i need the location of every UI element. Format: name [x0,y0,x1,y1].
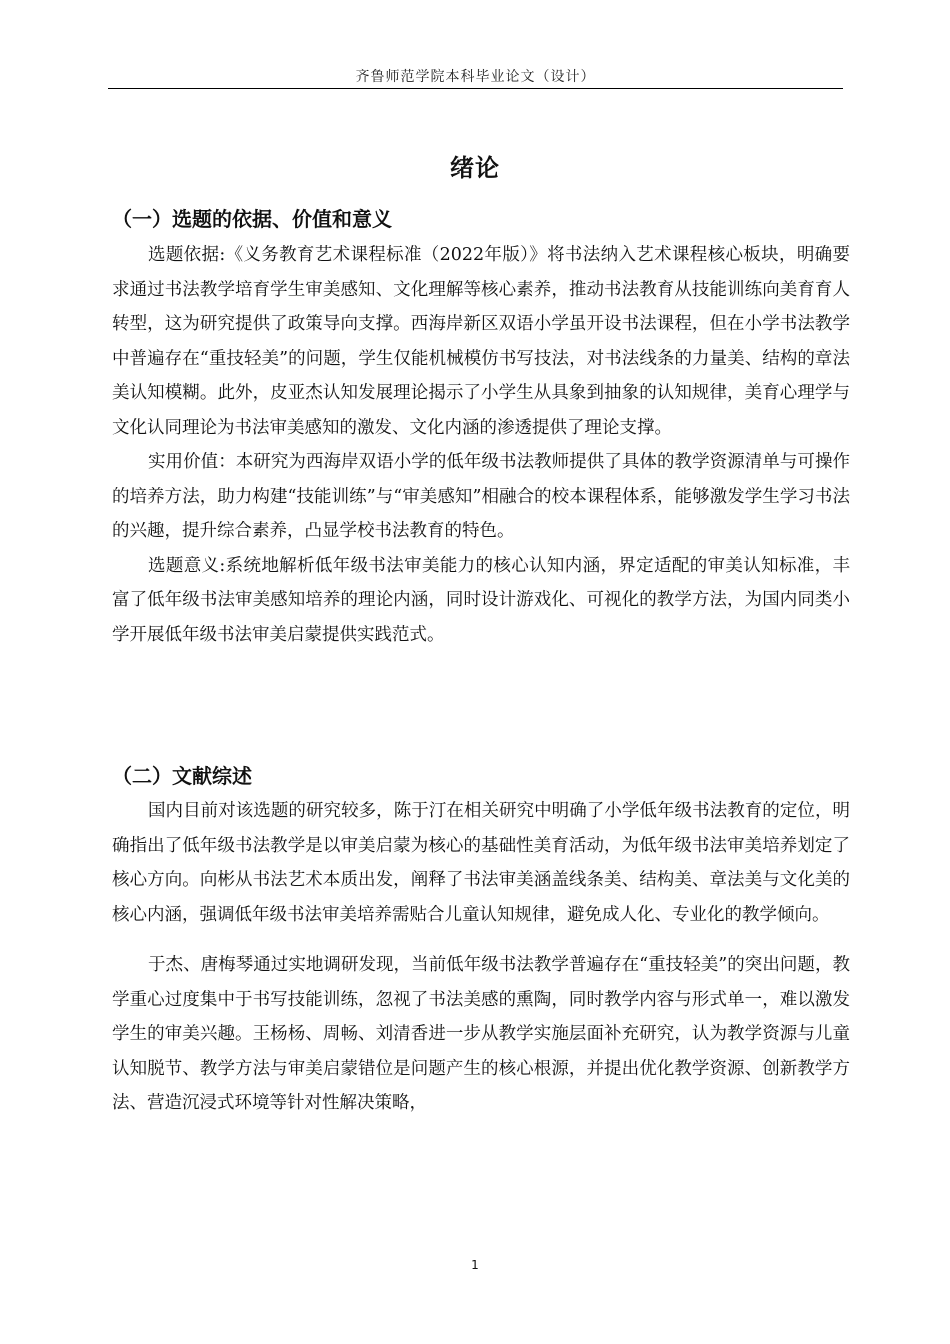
section-heading-1: （一）选题的依据、价值和意义 [112,207,392,231]
page-number: 1 [471,1258,479,1272]
paragraph-review-1: 国内目前对该选题的研究较多，陈于汀在相关研究中明确了小学低年级书法教育的定位，明确指出了低年级书法教学是以审美启蒙为核心的基础性美育活动，为低年级书法审美培养划定了核心方向。向彬从书法艺术本质出发，阐释了书法审美涵盖线条美、结构美、章法美与文化美的核心内涵，强调低年级书法审美培养需贴合儿童认知规律，避免成人化、专业化的教学倾向。 [112,801,850,925]
paragraph-practical-value: 实用价值：本研究为西海岸双语小学的低年级书法教师提供了具体的教学资源清单与可操作的培养方法，助力构建“技能训练”与“审美感知”相融合的校本课程体系，能够激发学生学习书法的兴趣，提升综合素养，凸显学校书法教育的特色。 [112,452,850,541]
section-heading-2: （二）文献综述 [112,764,252,788]
section-1-body [112,238,850,652]
paragraph-significance: 选题意义:系统地解析低年级书法审美能力的核心认知内涵，界定适配的审美认知标准，丰富了低年级书法审美感知培养的理论内涵，同时设计游戏化、可视化的教学方法，为国内同类小学开展低年级书法审美启蒙提供实践范式。 [112,555,850,645]
page-title: 绪论 [450,154,500,182]
paragraph-basis: 选题依据:《义务教育艺术课程标准（2022年版）》将书法纳入艺术课程核心板块，明确要求通过书法教学培育学生审美感知、文化理解等核心素养，推动书法教育从技能训练向美育育人转型，这为研究提供了政策导向支撑。西海岸新区双语小学虽开设书法课程，但在小学书法教学中普遍存在“重技轻美”的问题，学生仅能机械模仿书写技法，对书法线条的力量美、结构的章法美认知模糊。此外，皮亚杰认知发展理论揭示了小学生从具象到抽象的认知规律，美育心理学与文化认同理论为书法审美感知的激发、文化内涵的渗透提供了理论支撑。 [112,245,850,438]
section-2-body [112,794,850,1121]
header-divider [108,88,843,89]
paragraph-review-2: 于杰、唐梅琴通过实地调研发现，当前低年级书法教学普遍存在“重技轻美”的突出问题，教学重心过度集中于书写技能训练，忽视了书法美感的熏陶，同时教学内容与形式单一，难以激发学生的审美兴趣。王杨杨、周畅、刘清香进一步从教学实施层面补充研究，认为教学资源与儿童认知脱节、教学方法与审美启蒙错位是问题产生的核心根源，并提出优化教学资源、创新教学方法、营造沉浸式环境等针对性解决策略， [112,955,850,1113]
running-header: 齐鲁师范学院本科毕业论文（设计） [355,69,596,85]
